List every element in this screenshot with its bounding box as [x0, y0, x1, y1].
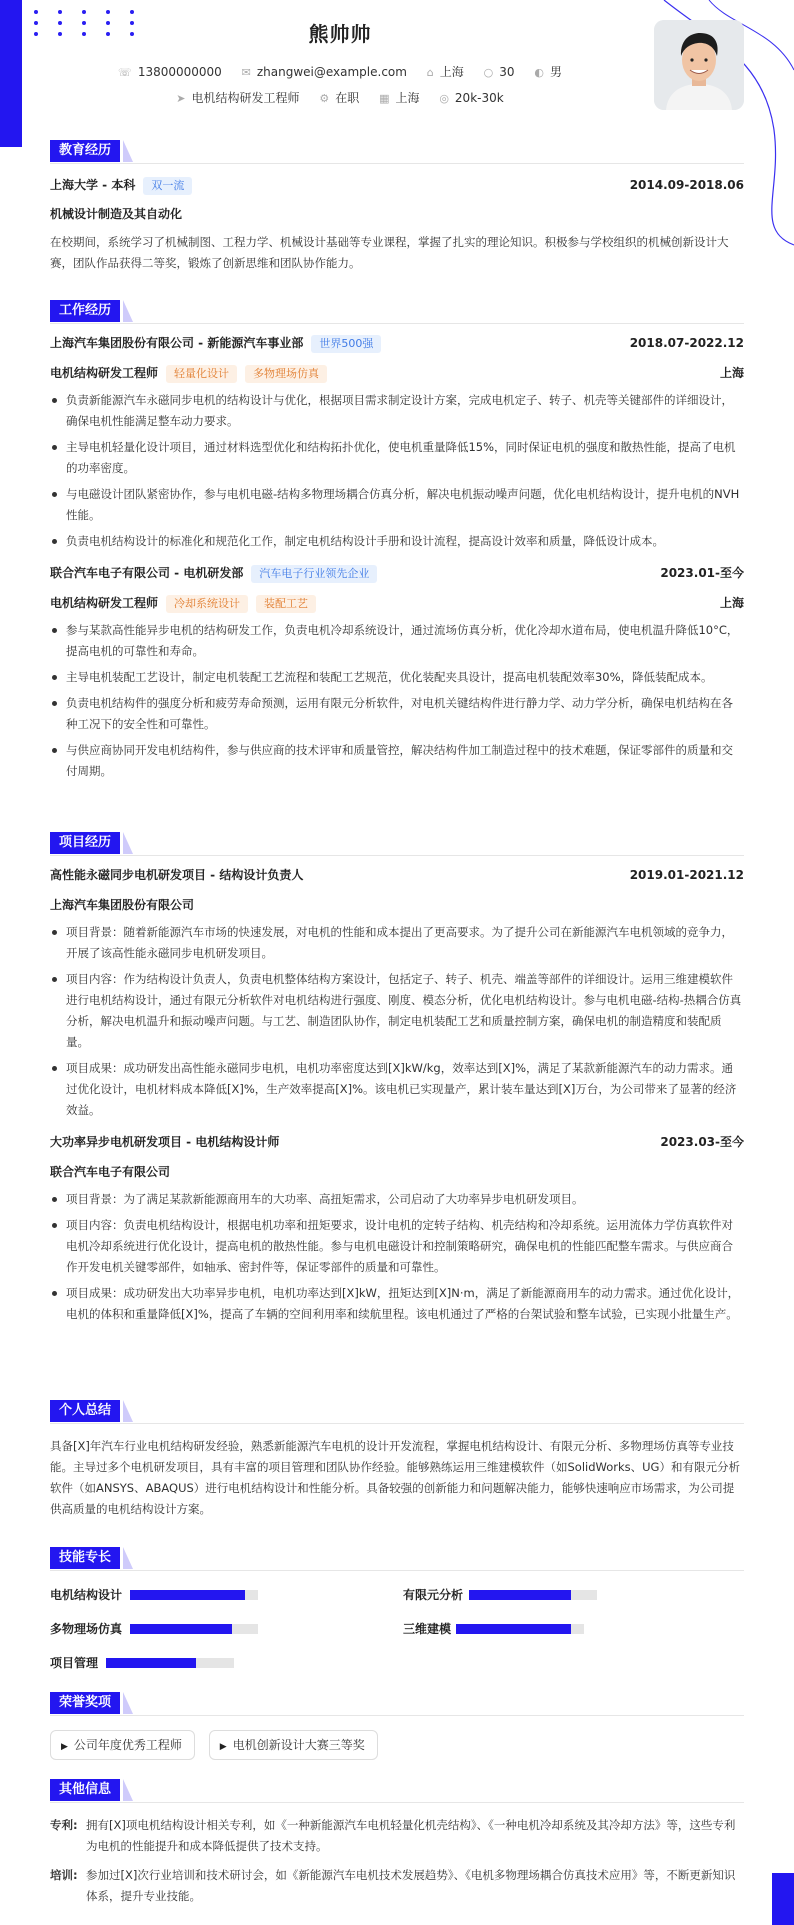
skill-tag: 多物理场仿真	[245, 365, 327, 383]
list-item: 负责电机结构件的强度分析和疲劳寿命预测，运用有限元分析软件，对电机关键结构件进行静力学、动力学分析，确保电机结构在各种工况下的安全性和可靠性。	[50, 693, 744, 735]
skill-tag: 冷却系统设计	[166, 595, 248, 613]
project-dates: 2019.01-2021.12	[629, 868, 744, 882]
gender-icon: ◐	[534, 66, 544, 79]
status: 在职	[335, 91, 360, 105]
section-projects	[50, 830, 744, 1330]
project-name: 高性能永磁同步电机研发项目 - 结构设计负责人	[50, 868, 304, 882]
send-icon: ➤	[176, 92, 186, 105]
list-item: 负责电机结构设计的标准化和规范化工作，制定电机结构设计手册和设计流程，提高设计效率和质量，降低设计成本。	[50, 531, 744, 552]
project-org: 上海汽车集团股份有限公司	[50, 898, 195, 912]
salary: 20k-30k	[454, 91, 504, 105]
skill-item	[50, 1586, 350, 1604]
play-icon: ▶	[219, 1742, 227, 1752]
award-item	[209, 1730, 378, 1760]
other-label: 专利:	[50, 1818, 78, 1832]
job-intent-row	[0, 89, 680, 106]
company-tag: 汽车电子行业领先企业	[251, 565, 377, 583]
position: 电机结构研发工程师	[191, 91, 300, 105]
company: 上海汽车集团股份有限公司 - 新能源汽车事业部	[50, 336, 304, 350]
award-label: 公司年度优秀工程师	[73, 1738, 182, 1752]
target-city: 上海	[395, 91, 420, 105]
section-title: 荣誉奖项	[50, 1692, 120, 1714]
gender: 男	[549, 65, 562, 79]
list-item: 与电磁设计团队紧密协作，参与电机电磁-结构多物理场耦合仿真分析，解决电机振动噪声问题，优化电机结构设计，提升电机的NVH性能。	[50, 484, 744, 526]
resume-header	[0, 0, 794, 120]
work-dates: 2018.07-2022.12	[629, 336, 744, 350]
skill-tag: 装配工艺	[256, 595, 316, 613]
major: 机械设计制造及其自动化	[50, 207, 183, 221]
project-item	[50, 1131, 744, 1325]
list-item: 负责新能源汽车永磁同步电机的结构设计与优化，根据项目需求制定设计方案，完成电机定子、转子、机壳等关键部件的详细设计，确保电机性能满足整车动力要求。	[50, 390, 744, 432]
section-title: 教育经历	[50, 140, 120, 162]
role: 电机结构研发工程师	[50, 596, 159, 610]
work-item	[50, 562, 744, 782]
edu-dates: 2014.09-2018.06	[629, 178, 744, 192]
section-work	[50, 298, 744, 787]
building-icon: ▦	[379, 92, 390, 105]
age: 30	[499, 65, 515, 79]
skill-name: 项目管理	[50, 1656, 99, 1670]
city: 上海	[439, 65, 464, 79]
section-title: 技能专长	[50, 1547, 120, 1569]
avatar	[654, 20, 744, 110]
email[interactable]: zhangwei@example.com	[256, 65, 407, 79]
play-icon: ▶	[61, 1742, 68, 1752]
list-item: 项目内容：作为结构设计负责人，负责电机整体结构方案设计，包括定子、转子、机壳、端盖等部件的详细设计。运用三维建模软件进行电机结构设计，通过有限元分析软件对电机结构进行强度、刚度、模态分析，优化电机结构设计。参与电机电磁-结构-热耦合仿真分析，解决电机温升和振动噪声问题。与工艺、制造团队协作，制定电机装配工艺和质量控制方案，确保电机的制造精度和装配质量。	[50, 969, 744, 1053]
gear-icon: ⚙	[319, 92, 330, 105]
candidate-name: 熊帅帅	[308, 22, 372, 46]
summary-text: 具备[X]年汽车行业电机结构研发经验，熟悉新能源汽车电机的设计开发流程，掌握电机结构设计、有限元分析、多物理场仿真等专业技能。主导过多个电机研发项目，具有丰富的项目管理和团队协作经验。能够熟练运用三维建模软件（如SolidWorks、UG）和有限元分析软件（如ANSYS、ABAQUS）进行电机结构设计和性能分析。具备较强的创新能力和问题解决能力，能够快速响应市场需求，为公司提供高质量的电机结构设计方案。	[50, 1439, 740, 1516]
skill-name: 电机结构设计	[50, 1588, 123, 1602]
skill-bar	[456, 1624, 584, 1634]
skill-bar	[130, 1624, 258, 1634]
work-location: 上海	[719, 366, 744, 380]
skill-name: 三维建模	[403, 1622, 452, 1636]
skill-name: 多物理场仿真	[50, 1622, 123, 1636]
skill-bar	[130, 1590, 258, 1600]
phone: 13800000000	[137, 65, 222, 79]
contact-row	[0, 63, 680, 80]
list-item: 项目背景：为了满足某款新能源商用车的大功率、高扭矩需求，公司启动了大功率异步电机研发项目。	[50, 1189, 744, 1210]
skill-tag: 轻量化设计	[166, 365, 237, 383]
other-item	[50, 1865, 744, 1907]
list-item: 项目内容：负责电机结构设计，根据电机功率和扭矩要求，设计电机的定转子结构、机壳结构和冷却系统。运用流体力学仿真软件对电机冷却系统进行优化设计，提高电机的散热性能。参与电机电磁设计和控制策略研究，确保电机的性能匹配整车需求。与供应商合作开发电机关键零部件，如轴承、密封件等，保证零部件的质量和可靠性。	[50, 1215, 744, 1278]
other-item	[50, 1815, 744, 1857]
section-title: 工作经历	[50, 300, 120, 322]
school: 上海大学 - 本科	[50, 178, 136, 192]
section-other	[50, 1777, 744, 1915]
other-label: 培训:	[50, 1868, 78, 1882]
list-item: 主导电机轻量化设计项目，通过材料选型优化和结构拓扑优化，使电机重量降低15%，同时保证电机的强度和散热性能，提高了电机的功率密度。	[50, 437, 744, 479]
skill-bar-fill	[130, 1624, 232, 1634]
award-item	[50, 1730, 195, 1760]
money-icon: ◎	[439, 92, 449, 105]
list-item: 主导电机装配工艺设计，制定电机装配工艺流程和装配工艺规范，优化装配夹具设计，提高电机装配效率30%，降低装配成本。	[50, 667, 744, 688]
list-item: 项目背景：随着新能源汽车市场的快速发展，对电机的性能和成本提出了更高要求。为了提升公司在新能源汽车电机领域的竞争力，开展了该高性能永磁同步电机研发项目。	[50, 922, 744, 964]
skill-item	[50, 1654, 350, 1672]
skill-item	[403, 1620, 703, 1638]
award-label: 电机创新设计大赛三等奖	[232, 1738, 365, 1752]
phone-icon: ☏	[118, 66, 132, 79]
section-education	[50, 138, 744, 274]
project-item	[50, 864, 744, 1121]
other-text: 参加过[X]次行业培训和技术研讨会，如《新能源汽车电机技术发展趋势》、《电机多物理场耦合仿真技术应用》等，不断更新知识体系，提升专业技能。	[86, 1868, 736, 1903]
section-title: 其他信息	[50, 1779, 120, 1801]
skill-item	[403, 1586, 703, 1604]
project-dates: 2023.03-至今	[660, 1135, 744, 1149]
section-title: 个人总结	[50, 1400, 120, 1422]
home-icon: ⌂	[426, 66, 434, 79]
other-text: 拥有[X]项电机结构设计相关专利，如《一种新能源汽车电机轻量化机壳结构》、《一种电机冷却系统及其冷却方法》等，这些专利为电机的性能提升和成本降低提供了技术支持。	[86, 1818, 736, 1853]
skill-bar	[469, 1590, 597, 1600]
mail-icon: ✉	[241, 66, 251, 79]
project-org: 联合汽车电子有限公司	[50, 1165, 171, 1179]
edu-desc: 在校期间，系统学习了机械制图、工程力学、机械设计基础等专业课程，掌握了扎实的理论知识。积极参与学校组织的机械创新设计大赛，团队作品获得二等奖，锻炼了创新思维和团队协作能力。	[50, 235, 729, 270]
decor-bar-bottom-right	[772, 1873, 794, 1925]
company: 联合汽车电子有限公司 - 电机研发部	[50, 566, 244, 580]
work-dates: 2023.01-至今	[660, 566, 744, 580]
section-awards	[50, 1690, 744, 1760]
list-item: 项目成果：成功研发出大功率异步电机，电机功率达到[X]kW，扭矩达到[X]N·m，满足了新能源商用车的动力需求。通过优化设计，电机的体积和重量降低[X]%，提高了车辆的空间利用率和续航里程。该电机通过了严格的台架试验和整车试验，已实现小批量生产。	[50, 1283, 744, 1325]
cake-icon: ○	[483, 66, 494, 79]
company-tag: 世界500强	[311, 335, 381, 353]
project-name: 大功率异步电机研发项目 - 电机结构设计师	[50, 1135, 280, 1149]
section-summary	[50, 1398, 744, 1520]
skill-name: 有限元分析	[403, 1588, 464, 1602]
skill-bar-fill	[456, 1624, 571, 1634]
skill-bar	[106, 1658, 234, 1668]
role: 电机结构研发工程师	[50, 366, 159, 380]
list-item: 参与某款高性能异步电机的结构研发工作，负责电机冷却系统设计，通过流场仿真分析，优化冷却水道布局，使电机温升降低10°C，提高电机的可靠性和寿命。	[50, 620, 744, 662]
skill-item	[50, 1620, 350, 1638]
skill-bar-fill	[130, 1590, 245, 1600]
work-location: 上海	[719, 596, 744, 610]
work-item	[50, 332, 744, 552]
section-skills	[50, 1545, 744, 1675]
skill-bar-fill	[469, 1590, 571, 1600]
list-item: 与供应商协同开发电机结构件，参与供应商的技术评审和质量管控，解决结构件加工制造过程中的技术难题，保证零部件的质量和交付周期。	[50, 740, 744, 782]
skill-bar-fill	[106, 1658, 196, 1668]
section-title: 项目经历	[50, 832, 120, 854]
school-tag: 双一流	[143, 177, 192, 195]
list-item: 项目成果：成功研发出高性能永磁同步电机，电机功率密度达到[X]kW/kg，效率达到[X]%，满足了某款新能源汽车的动力需求。通过优化设计，电机材料成本降低[X]%，生产效率提高[X]%。该电机已实现量产，累计装车量达到[X]万台，为公司带来了显著的经济效益。	[50, 1058, 744, 1121]
